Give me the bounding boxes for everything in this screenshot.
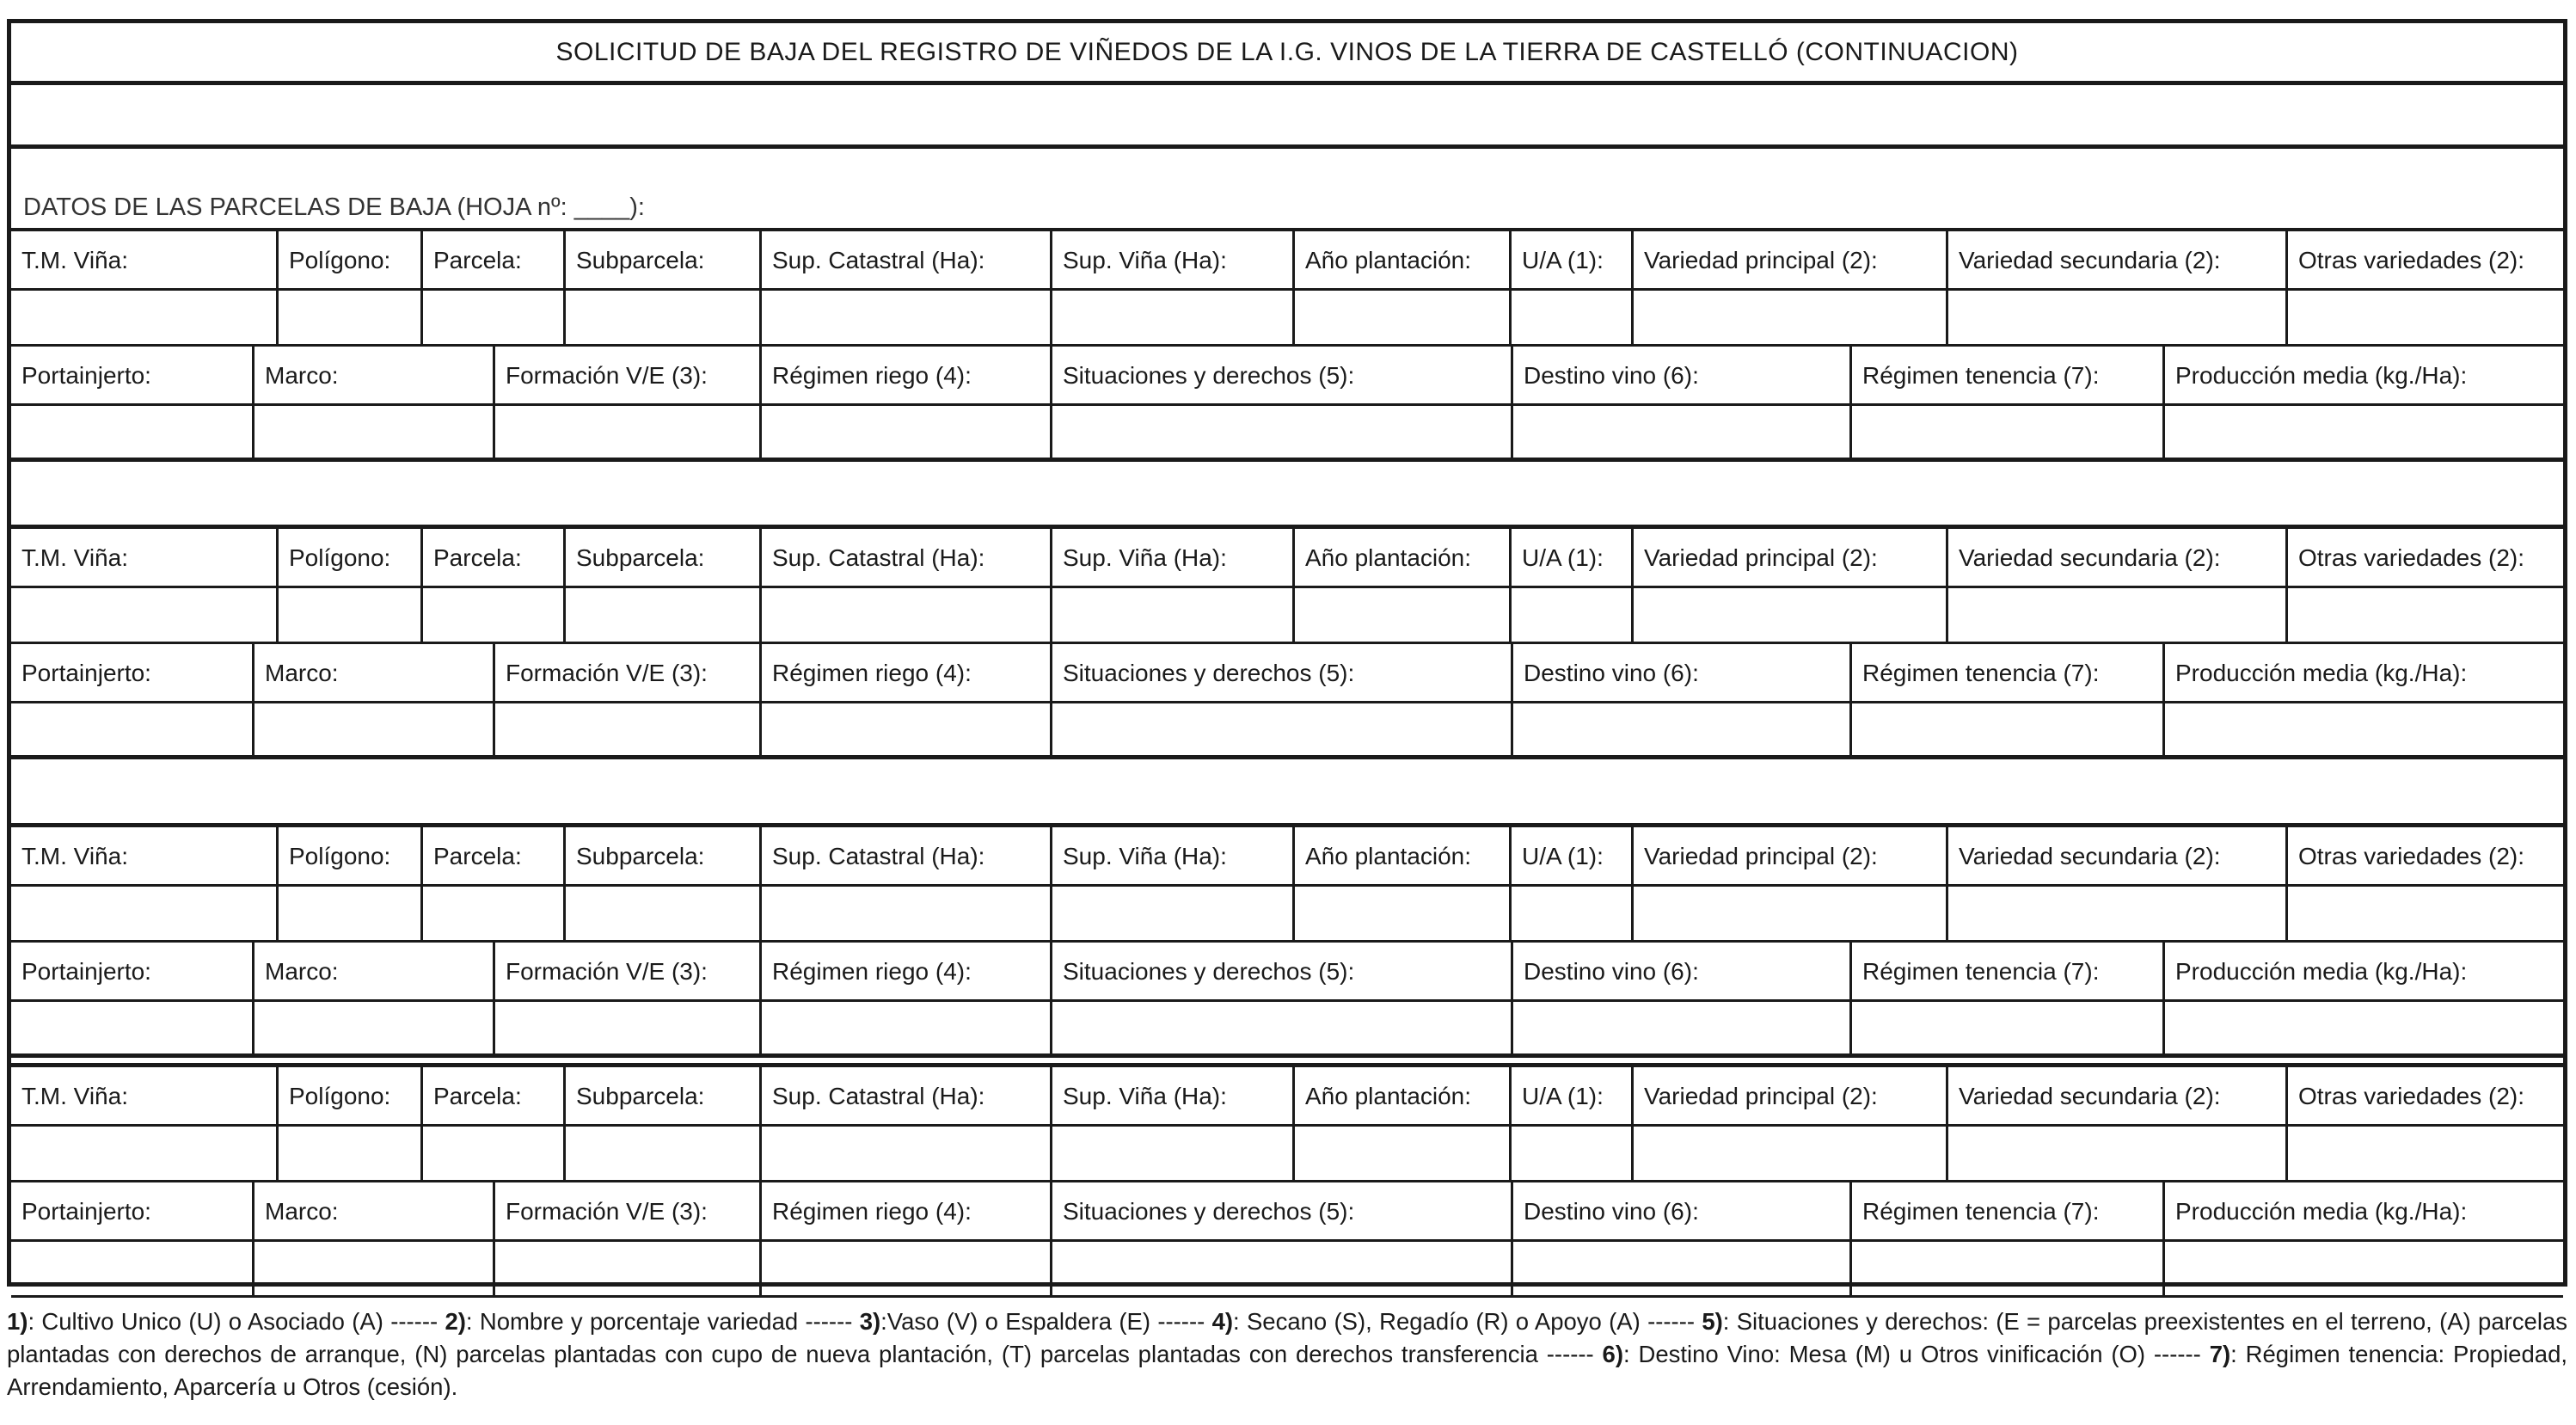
- field-input-cell[interactable]: [1849, 703, 2162, 755]
- field-input-cell[interactable]: [759, 1127, 1050, 1180]
- field-label-cell: [11, 347, 252, 403]
- field-label: T.M. Viña:: [21, 247, 128, 273]
- field-label: Variedad principal (2):: [1644, 843, 1878, 869]
- field-label-cell: [759, 827, 1050, 884]
- footnote-text: :Vaso (V) o Espaldera (E) ------: [880, 1308, 1212, 1335]
- footnote-text: : Destino Vino: Mesa (M) u Otros vinificación (O) ------: [1623, 1341, 2210, 1367]
- field-label: U/A (1):: [1522, 843, 1604, 869]
- field-label: Subparcela:: [576, 544, 705, 571]
- field-input-cell[interactable]: [493, 1242, 759, 1295]
- field-label-cell: [11, 529, 276, 586]
- field-label: Variedad principal (2):: [1644, 1083, 1878, 1109]
- field-label-cell: [1849, 644, 2162, 701]
- field-label: Sup. Catastral (Ha):: [772, 247, 985, 273]
- field-input-cell[interactable]: [759, 887, 1050, 940]
- field-label-cell: [1050, 943, 1511, 999]
- field-label-cell: [493, 644, 759, 701]
- field-label: Otras variedades (2):: [2298, 544, 2524, 571]
- field-label-cell: [1050, 231, 1292, 288]
- field-label-cell: [420, 1067, 563, 1124]
- field-label-cell: [759, 529, 1050, 586]
- footnote-text: : Situaciones y derechos: (E = parcelas preexistentes en el terreno, (A) parcelas plantadas con derechos de arranque, (N) parcelas plantadas con cupo de nueva plantación, (T) parcelas plantadas con derechos transferencia ------: [7, 1308, 2568, 1367]
- blank-band: [11, 85, 2563, 149]
- field-input-cell[interactable]: [252, 406, 493, 458]
- field-label-cell: [1631, 231, 1946, 288]
- field-label: Régimen riego (4):: [772, 958, 972, 985]
- field-label-cell: [252, 644, 493, 701]
- field-input-cell[interactable]: [11, 1242, 252, 1295]
- field-label: Régimen tenencia (7):: [1862, 1198, 2100, 1225]
- footnote-key: 4): [1211, 1308, 1234, 1335]
- field-label: Variedad principal (2):: [1644, 247, 1878, 273]
- field-label: Parcela:: [433, 247, 522, 273]
- field-label-cell: [420, 827, 563, 884]
- field-label-cell: [276, 827, 420, 884]
- field-input-cell[interactable]: [1946, 588, 2285, 642]
- field-label: Producción media (kg./Ha):: [2175, 362, 2468, 389]
- field-input-cell[interactable]: [563, 887, 759, 940]
- field-input-cell[interactable]: [2162, 703, 2563, 755]
- field-label-cell: [493, 943, 759, 999]
- field-label: Destino vino (6):: [1524, 362, 1699, 389]
- field-label: Situaciones y derechos (5):: [1063, 362, 1355, 389]
- field-input-cell[interactable]: [2285, 588, 2563, 642]
- field-label-cell: [1050, 347, 1511, 403]
- field-label-cell: [2285, 827, 2563, 884]
- field-label-cell: [1946, 231, 2285, 288]
- field-label: Situaciones y derechos (5):: [1063, 1198, 1355, 1225]
- field-input-cell[interactable]: [563, 291, 759, 344]
- field-label-cell: [2162, 644, 2563, 701]
- footnote-key: 3): [859, 1308, 881, 1335]
- footnote-key: 5): [1702, 1308, 1723, 1335]
- datos-section-header: [11, 149, 2563, 231]
- field-label-cell: [2162, 347, 2563, 403]
- field-label: T.M. Viña:: [21, 843, 128, 869]
- separator-band: [11, 761, 2563, 827]
- field-label: Situaciones y derechos (5):: [1063, 660, 1355, 686]
- field-input-cell[interactable]: [2162, 1242, 2563, 1295]
- field-input-cell[interactable]: [1292, 588, 1509, 642]
- field-label-cell: [1050, 827, 1292, 884]
- field-label-cell: [11, 1182, 252, 1239]
- field-label-cell: [1509, 231, 1631, 288]
- field-input-cell[interactable]: [759, 703, 1050, 755]
- field-label: Formación V/E (3):: [506, 660, 708, 686]
- field-label-cell: [1511, 644, 1849, 701]
- field-label: Parcela:: [433, 1083, 522, 1109]
- field-label: Parcela:: [433, 544, 522, 571]
- field-label: Marco:: [265, 362, 339, 389]
- footnote-text: : Secano (S), Regadío (R) o Apoyo (A) ------: [1233, 1308, 1702, 1335]
- field-input-cell[interactable]: [1509, 588, 1631, 642]
- field-label-cell: [11, 827, 276, 884]
- field-input-cell[interactable]: [1849, 1242, 2162, 1295]
- parcel-4-labels-a: [11, 1067, 2563, 1127]
- field-label: Sup. Viña (Ha):: [1063, 843, 1227, 869]
- field-input-cell[interactable]: [493, 406, 759, 458]
- field-input-cell[interactable]: [1511, 406, 1849, 458]
- parcel-2-inputs-a: [11, 588, 2563, 644]
- field-label: Régimen tenencia (7):: [1862, 660, 2100, 686]
- field-label: Producción media (kg./Ha):: [2175, 660, 2468, 686]
- footnote-text: : Nombre y porcentaje variedad ------: [465, 1308, 860, 1335]
- field-input-cell[interactable]: [11, 406, 252, 458]
- parcel-form: [7, 19, 2567, 1287]
- field-label: Año plantación:: [1305, 247, 1472, 273]
- field-label: Año plantación:: [1305, 843, 1472, 869]
- field-input-cell[interactable]: [11, 291, 276, 344]
- footnote-key: 7): [2209, 1341, 2231, 1367]
- field-label-cell: [252, 943, 493, 999]
- field-label: Destino vino (6):: [1524, 958, 1699, 985]
- field-label: Variedad secundaria (2):: [1959, 843, 2221, 869]
- field-input-cell[interactable]: [1050, 1242, 1511, 1295]
- footnote-key: 1): [7, 1308, 28, 1335]
- field-input-cell[interactable]: [563, 1127, 759, 1180]
- field-input-cell[interactable]: [2285, 1127, 2563, 1180]
- field-label-cell: [563, 231, 759, 288]
- field-label-cell: [563, 1067, 759, 1124]
- footnote-text: : Cultivo Unico (U) o Asociado (A) ------: [28, 1308, 445, 1335]
- field-label-cell: [420, 231, 563, 288]
- footnote-key: 2): [445, 1308, 466, 1335]
- field-label: Régimen riego (4):: [772, 362, 972, 389]
- field-input-cell[interactable]: [252, 1242, 493, 1295]
- parcel-1-labels-a: [11, 231, 2563, 291]
- parcel-2-labels-a: [11, 529, 2563, 588]
- parcel-2-labels-b: [11, 644, 2563, 703]
- field-label-cell: [276, 231, 420, 288]
- field-label: Producción media (kg./Ha):: [2175, 1198, 2468, 1225]
- field-label: U/A (1):: [1522, 247, 1604, 273]
- field-input-cell[interactable]: [11, 588, 276, 642]
- field-label: Sup. Viña (Ha):: [1063, 544, 1227, 571]
- field-label: Polígono:: [289, 247, 391, 273]
- field-label-cell: [1946, 1067, 2285, 1124]
- field-label-cell: [759, 231, 1050, 288]
- field-label-cell: [1946, 827, 2285, 884]
- field-input-cell[interactable]: [252, 703, 493, 755]
- field-input-cell[interactable]: [1631, 291, 1946, 344]
- field-label: Variedad secundaria (2):: [1959, 1083, 2221, 1109]
- field-input-cell[interactable]: [1050, 1127, 1292, 1180]
- field-input-cell[interactable]: [420, 588, 563, 642]
- field-label: Marco:: [265, 660, 339, 686]
- field-input-cell[interactable]: [759, 291, 1050, 344]
- field-label: Sup. Catastral (Ha):: [772, 843, 985, 869]
- field-label-cell: [1946, 529, 2285, 586]
- field-label: Polígono:: [289, 843, 391, 869]
- field-input-cell[interactable]: [1509, 1127, 1631, 1180]
- field-label: Régimen riego (4):: [772, 1198, 972, 1225]
- field-label-cell: [11, 1067, 276, 1124]
- field-label-cell: [759, 1067, 1050, 1124]
- field-input-cell[interactable]: [1631, 1127, 1946, 1180]
- field-label-cell: [759, 1182, 1050, 1239]
- footnote-key: 6): [1602, 1341, 1623, 1367]
- field-input-cell[interactable]: [1849, 406, 2162, 458]
- field-label-cell: [252, 1182, 493, 1239]
- field-label: Situaciones y derechos (5):: [1063, 958, 1355, 985]
- field-input-cell[interactable]: [493, 703, 759, 755]
- field-label: T.M. Viña:: [21, 544, 128, 571]
- field-label-cell: [493, 1182, 759, 1239]
- field-input-cell[interactable]: [1050, 703, 1511, 755]
- field-label-cell: [2285, 231, 2563, 288]
- separator-band: [11, 1001, 2563, 1067]
- field-label-cell: [2285, 529, 2563, 586]
- field-input-cell[interactable]: [276, 588, 420, 642]
- field-label: Otras variedades (2):: [2298, 1083, 2524, 1109]
- field-label-cell: [563, 827, 759, 884]
- field-label-cell: [1849, 347, 2162, 403]
- field-input-cell[interactable]: [1050, 588, 1292, 642]
- field-input-cell[interactable]: [759, 406, 1050, 458]
- field-label: Sup. Catastral (Ha):: [772, 1083, 985, 1109]
- field-input-cell[interactable]: [1509, 291, 1631, 344]
- field-label-cell: [1050, 1067, 1292, 1124]
- field-label: Sup. Catastral (Ha):: [772, 544, 985, 571]
- field-label: Variedad secundaria (2):: [1959, 544, 2221, 571]
- parcel-3-labels-b: [11, 943, 2563, 1002]
- field-label-cell: [759, 943, 1050, 999]
- field-label: Producción media (kg./Ha):: [2175, 958, 2468, 985]
- field-label-cell: [1631, 1067, 1946, 1124]
- field-label-cell: [252, 347, 493, 403]
- field-label-cell: [276, 1067, 420, 1124]
- field-label-cell: [2162, 1182, 2563, 1239]
- field-label: Marco:: [265, 1198, 339, 1225]
- field-input-cell[interactable]: [420, 1127, 563, 1180]
- field-label: U/A (1):: [1522, 1083, 1604, 1109]
- field-label: Parcela:: [433, 843, 522, 869]
- field-input-cell[interactable]: [1292, 291, 1509, 344]
- field-label-cell: [1292, 231, 1509, 288]
- field-label: Formación V/E (3):: [506, 958, 708, 985]
- field-input-cell[interactable]: [1050, 406, 1511, 458]
- field-label-cell: [1631, 827, 1946, 884]
- field-label-cell: [420, 529, 563, 586]
- field-input-cell[interactable]: [1050, 887, 1292, 940]
- field-label-cell: [1849, 943, 2162, 999]
- field-label-cell: [276, 529, 420, 586]
- field-label-cell: [2285, 1067, 2563, 1124]
- field-label: Polígono:: [289, 544, 391, 571]
- field-input-cell[interactable]: [2285, 887, 2563, 940]
- field-label: Variedad principal (2):: [1644, 544, 1878, 571]
- parcel-4-inputs-a: [11, 1127, 2563, 1182]
- field-label: Subparcela:: [576, 1083, 705, 1109]
- field-input-cell[interactable]: [1946, 887, 2285, 940]
- field-label: Polígono:: [289, 1083, 391, 1109]
- field-label-cell: [1292, 1067, 1509, 1124]
- parcel-4-labels-b: [11, 1182, 2563, 1242]
- field-input-cell[interactable]: [563, 588, 759, 642]
- field-input-cell[interactable]: [276, 1127, 420, 1180]
- parcel-2-inputs-b: [11, 703, 2563, 759]
- field-label-cell: [1511, 347, 1849, 403]
- field-label-cell: [1050, 529, 1292, 586]
- field-label-cell: [1511, 943, 1849, 999]
- field-label: T.M. Viña:: [21, 1083, 128, 1109]
- field-label: Subparcela:: [576, 843, 705, 869]
- field-input-cell[interactable]: [1509, 887, 1631, 940]
- field-input-cell[interactable]: [1292, 887, 1509, 940]
- field-label: Año plantación:: [1305, 1083, 1472, 1109]
- field-label: U/A (1):: [1522, 544, 1604, 571]
- field-input-cell[interactable]: [11, 887, 276, 940]
- field-label: Otras variedades (2):: [2298, 843, 2524, 869]
- field-label: Régimen riego (4):: [772, 660, 972, 686]
- parcel-3-labels-a: [11, 827, 2563, 887]
- field-input-cell[interactable]: [759, 588, 1050, 642]
- field-label: Destino vino (6):: [1524, 1198, 1699, 1225]
- field-input-cell[interactable]: [759, 1242, 1050, 1295]
- field-input-cell[interactable]: [1631, 887, 1946, 940]
- field-label-cell: [11, 644, 252, 701]
- field-input-cell[interactable]: [1631, 588, 1946, 642]
- field-label-cell: [1511, 1182, 1849, 1239]
- field-input-cell[interactable]: [1946, 1127, 2285, 1180]
- field-input-cell[interactable]: [420, 887, 563, 940]
- parcel-1-inputs-a: [11, 291, 2563, 347]
- field-label: Régimen tenencia (7):: [1862, 362, 2100, 389]
- field-label: Destino vino (6):: [1524, 660, 1699, 686]
- field-label-cell: [1292, 827, 1509, 884]
- field-input-cell[interactable]: [11, 703, 252, 755]
- separator-band: [11, 464, 2563, 529]
- parcel-4-inputs-b: [11, 1242, 2563, 1298]
- field-input-cell[interactable]: [420, 291, 563, 344]
- field-label: Portainjerto:: [21, 1198, 151, 1225]
- field-label: Año plantación:: [1305, 544, 1472, 571]
- field-label-cell: [1292, 529, 1509, 586]
- field-input-cell[interactable]: [2162, 406, 2563, 458]
- field-label: Sup. Viña (Ha):: [1063, 1083, 1227, 1109]
- field-label: Sup. Viña (Ha):: [1063, 247, 1227, 273]
- field-label: Marco:: [265, 958, 339, 985]
- field-input-cell[interactable]: [276, 887, 420, 940]
- parcel-1-labels-b: [11, 347, 2563, 406]
- field-input-cell[interactable]: [1050, 291, 1292, 344]
- form-title: SOLICITUD DE BAJA DEL REGISTRO DE VIÑEDOS DE LA I.G. VINOS DE LA TIERRA DE CASTELLÓ (CONTINUACION): [11, 23, 2563, 85]
- field-label-cell: [11, 943, 252, 999]
- footnotes: [7, 1305, 2567, 1404]
- field-label-cell: [1509, 529, 1631, 586]
- field-label: Formación V/E (3):: [506, 362, 708, 389]
- field-label: Formación V/E (3):: [506, 1198, 708, 1225]
- field-label-cell: [1509, 827, 1631, 884]
- field-label-cell: [2162, 943, 2563, 999]
- field-label-cell: [1509, 1067, 1631, 1124]
- datos-label: DATOS DE LAS PARCELAS DE BAJA (HOJA nº: ____):: [23, 193, 645, 221]
- field-label-cell: [563, 529, 759, 586]
- field-label-cell: [1631, 529, 1946, 586]
- parcel-1-inputs-b: [11, 406, 2563, 462]
- field-label-cell: [759, 347, 1050, 403]
- field-input-cell[interactable]: [1292, 1127, 1509, 1180]
- field-label: Otras variedades (2):: [2298, 247, 2524, 273]
- field-label: Régimen tenencia (7):: [1862, 958, 2100, 985]
- field-label: Portainjerto:: [21, 660, 151, 686]
- field-input-cell[interactable]: [1946, 291, 2285, 344]
- field-label-cell: [759, 644, 1050, 701]
- field-label: Variedad secundaria (2):: [1959, 247, 2221, 273]
- parcel-3-inputs-a: [11, 887, 2563, 943]
- footnote-text: : Régimen tenencia: Propiedad, Arrendamiento, Aparcería u Otros (cesión).: [7, 1341, 2567, 1400]
- field-input-cell[interactable]: [1511, 703, 1849, 755]
- field-input-cell[interactable]: [2285, 291, 2563, 344]
- field-label-cell: [1050, 644, 1511, 701]
- field-label-cell: [1050, 1182, 1511, 1239]
- field-label-cell: [11, 231, 276, 288]
- field-input-cell[interactable]: [11, 1127, 276, 1180]
- field-label: Subparcela:: [576, 247, 705, 273]
- field-label: Portainjerto:: [21, 958, 151, 985]
- field-input-cell[interactable]: [276, 291, 420, 344]
- field-label: Portainjerto:: [21, 362, 151, 389]
- field-label-cell: [493, 347, 759, 403]
- field-input-cell[interactable]: [1511, 1242, 1849, 1295]
- field-label-cell: [1849, 1182, 2162, 1239]
